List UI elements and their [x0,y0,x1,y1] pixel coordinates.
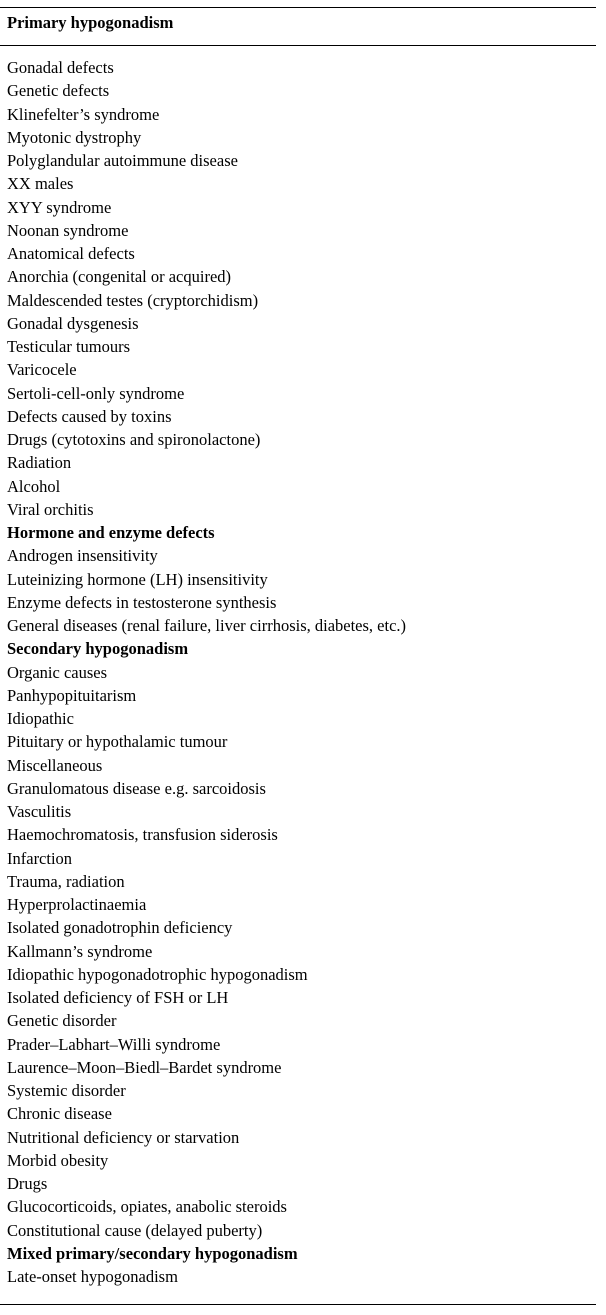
table-row: Systemic disorder [7,1081,126,1100]
table-header-rule [0,45,596,46]
table-row: Idiopathic [7,709,74,728]
table-row: Granulomatous disease e.g. sarcoidosis [7,778,266,798]
table-row: Hyperprolactinaemia [7,895,147,914]
table-row: Viral orchitis [7,499,94,519]
table-row: Anorchia (congenital or acquired) [7,267,232,287]
table-row: Nutritional deficiency or starvation [7,1127,240,1147]
table-row: Genetic disorder [7,1011,117,1031]
table-row: Panhypopituitarism [7,685,137,705]
table-row: General diseases (renal failure, liver cirrhosis, diabetes, etc.) [7,616,407,635]
table-row: Anatomical defects [7,244,135,263]
table-row: Radiation [7,453,72,473]
table-row: Idiopathic hypogonadotrophic hypogonadism [7,964,308,984]
table-row: Organic causes [7,662,108,682]
table-top-rule [0,7,596,8]
table-row: Maldescended testes (cryptorchidism) [7,290,259,310]
table-row: Miscellaneous [7,755,103,775]
table-row: Isolated deficiency of FSH or LH [7,988,229,1007]
section-heading: Mixed primary/secondary hypogonadism [7,1243,298,1263]
table-row: Testicular tumours [7,337,131,356]
table-row: Sertoli-cell-only syndrome [7,383,185,403]
table-row: Chronic disease [7,1104,112,1124]
table-row: Noonan syndrome [7,220,129,240]
table-bottom-rule [0,1304,596,1305]
table-header: Primary hypogonadism [7,13,174,32]
table-row: Morbid obesity [7,1150,109,1170]
table-row: Late-onset hypogonadism [7,1267,178,1286]
table-row: Haemochromatosis, transfusion siderosis [7,825,278,845]
table-row: Kallmann’s syndrome [7,941,153,961]
table-row: Glucocorticoids, opiates, anabolic steroids [7,1197,287,1217]
table-row: Vasculitis [7,802,72,821]
table-row: XYY syndrome [7,197,112,217]
table-row: Klinefelter’s syndrome [7,104,160,124]
table-row: XX males [7,174,74,194]
section-heading: Hormone and enzyme defects [7,523,215,542]
table-row: Constitutional cause (delayed puberty) [7,1220,263,1240]
table-row: Polyglandular autoimmune disease [7,151,238,170]
table-row: Enzyme defects in testosterone synthesis [7,592,277,612]
section-heading: Secondary hypogonadism [7,639,189,659]
table-row: Isolated gonadotrophin deficiency [7,918,233,938]
table-row: Androgen insensitivity [7,546,158,566]
table-row: Alcohol [7,476,61,496]
table-row: Genetic defects [7,81,110,101]
table-row: Gonadal defects [7,58,114,77]
table-row: Myotonic dystrophy [7,127,142,147]
table-row: Gonadal dysgenesis [7,313,139,333]
table-row: Pituitary or hypothalamic tumour [7,732,228,752]
table-row: Varicocele [7,360,77,380]
table-row: Drugs [7,1174,48,1193]
table-row: Trauma, radiation [7,871,125,891]
table-body [7,56,596,1288]
table-row: Infarction [7,848,73,868]
table-row: Drugs (cytotoxins and spironolactone) [7,430,261,449]
table-row: Luteinizing hormone (LH) insensitivity [7,569,268,589]
table-row: Laurence–Moon–Biedl–Bardet syndrome [7,1057,282,1077]
table-row: Prader–Labhart–Willi syndrome [7,1034,221,1054]
table-row: Defects caused by toxins [7,406,172,426]
